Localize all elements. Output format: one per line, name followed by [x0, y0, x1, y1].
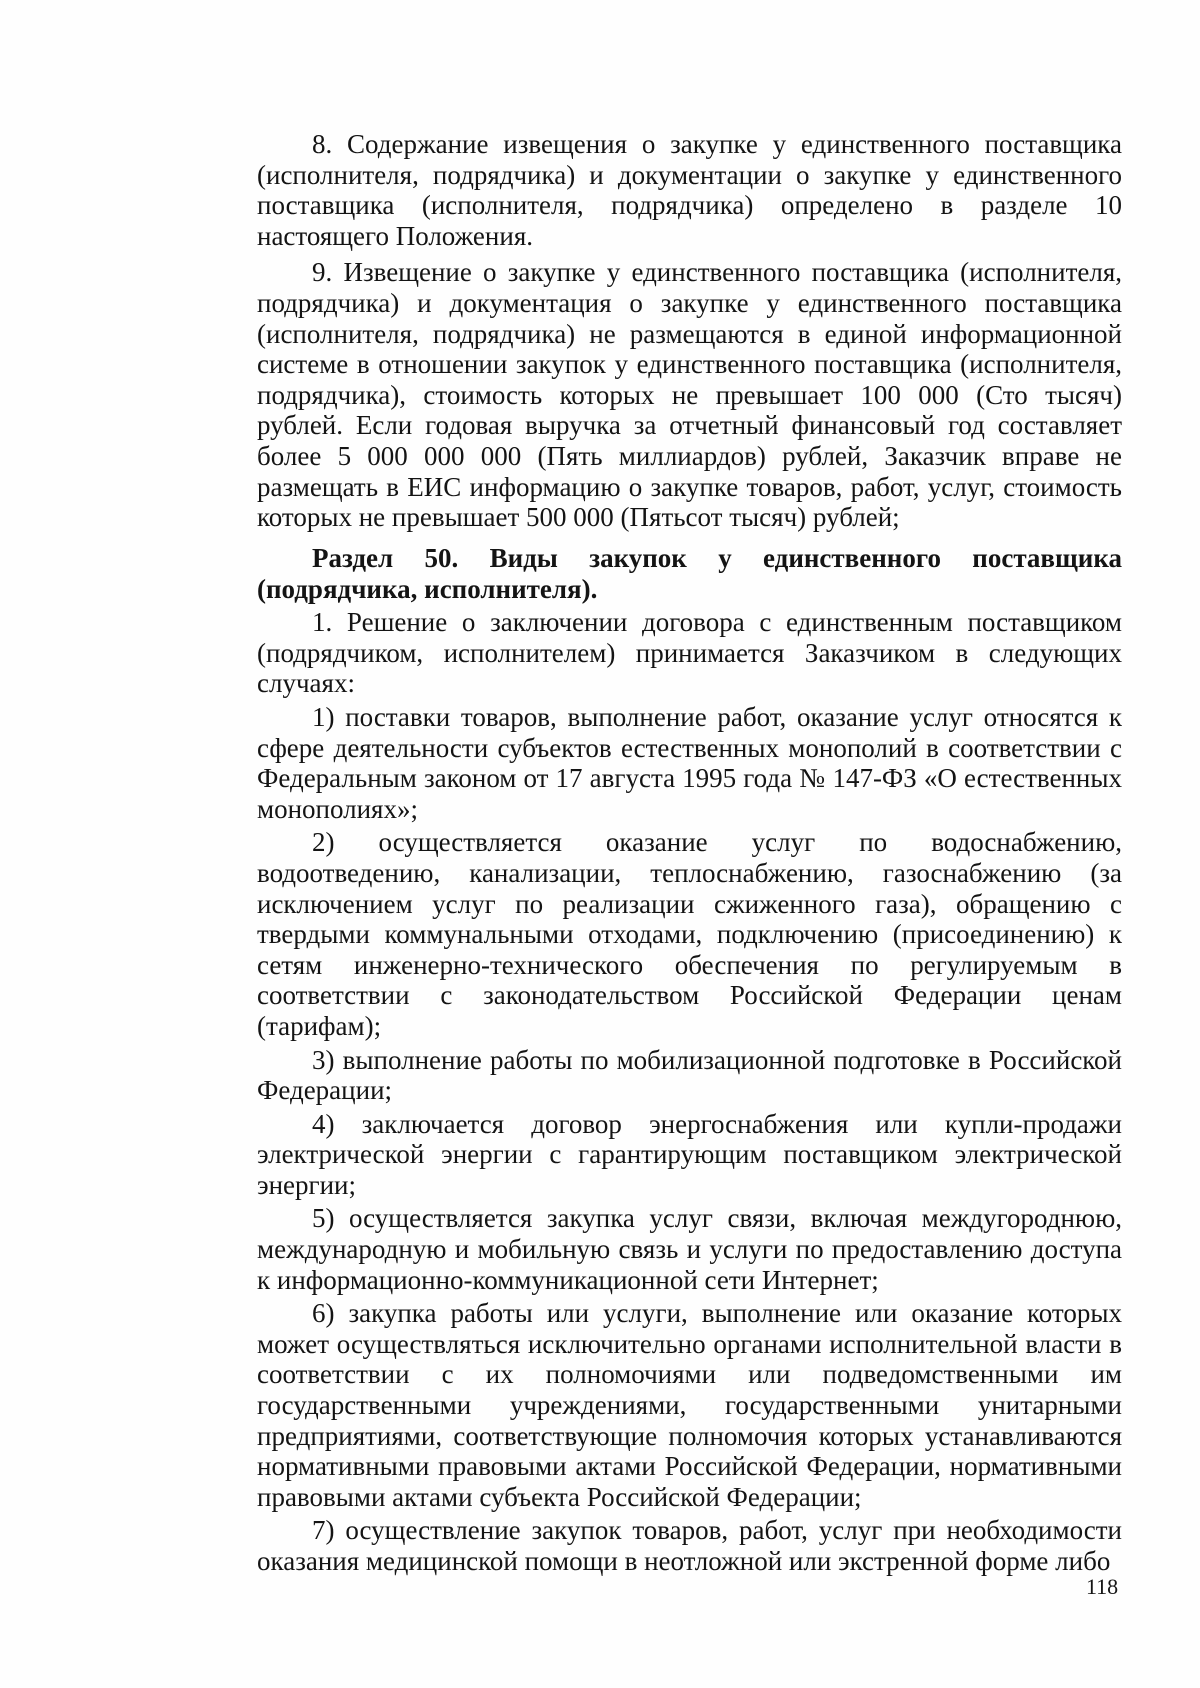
paragraph-9: 9. Извещение о закупке у единственного поставщика (исполнителя, подрядчика) и документация о закупке у единственного поставщика (исполнителя, подрядчика) не размещаются в единой информационной системе в отношении закупок у единственного поставщика (исполнителя, подрядчика), стоимость которых не превышает 100 000 (Сто тысяч) рублей. Если годовая выручка за отчетный финансовый год составляет более 5 000 000 000 (Пять миллиардов) рублей, Заказчик вправе не размещать в ЕИС информацию о закупке товаров, работ, услуг, стоимость которых не превышает 500 000 (Пятьсот тысяч) рублей;	[257, 257, 1122, 533]
top-paragraphs	[257, 129, 1122, 533]
section-50	[257, 543, 1122, 1577]
section-heading: Раздел 50. Виды закупок у единственного поставщика (подрядчика, исполнителя).	[257, 543, 1122, 604]
list-item-5: 5) осуществляется закупка услуг связи, включая междугороднюю, международную и мобильную связь и услуги по предоставлению доступа к информационно-коммуникационной сети Интернет;	[257, 1203, 1122, 1295]
list-item-2: 2) осуществляется оказание услуг по водоснабжению, водоотведению, канализации, теплоснабжению, газоснабжению (за исключением услуг по реализации сжиженного газа), обращению с твердыми коммунальными отходами, подключению (присоединению) к сетям инженерно-технического обеспечения по регулируемым в соответствии с законодательством Российской Федерации ценам (тарифам);	[257, 827, 1122, 1041]
list-item-4: 4) заключается договор энергоснабжения или купли-продажи электрической энергии с гарантирующим поставщиком электрической энергии;	[257, 1108, 1122, 1200]
list-item-7: 7) осуществление закупок товаров, работ, услуг при необходимости оказания медицинской помощи в неотложной или экстренной форме либо	[257, 1515, 1122, 1576]
section-paragraph-1: 1. Решение о заключении договора с единственным поставщиком (подрядчиком, исполнителем) принимается Заказчиком в следующих случаях:	[257, 607, 1122, 699]
list-item-3: 3) выполнение работы по мобилизационной подготовке в Российской Федерации;	[257, 1044, 1122, 1106]
paragraph-8: 8. Содержание извещения о закупке у единственного поставщика (исполнителя, подрядчика) и документации о закупке у единственного поставщика (исполнителя, подрядчика) определено в разделе 10 настоящего Положения.	[257, 129, 1122, 251]
list-item-1: 1) поставки товаров, выполнение работ, оказание услуг относятся к сфере деятельности субъектов естественных монополий в соответствии с Федеральным законом от 17 августа 1995 года № 147-ФЗ «О естественных монополиях»;	[257, 701, 1122, 824]
list-item-6: 6) закупка работы или услуги, выполнение или оказание которых может осуществляться исключительно органами исполнительной власти в соответствии с их полномочиями или подведомственными им государственными учреждениями, государственными унитарными предприятиями, соответствующие полномочия которых устанавливаются нормативными правовыми актами Российской Федерации, нормативными правовыми актами субъекта Российской Федерации;	[257, 1298, 1122, 1512]
page-number: 118	[1086, 1574, 1119, 1599]
